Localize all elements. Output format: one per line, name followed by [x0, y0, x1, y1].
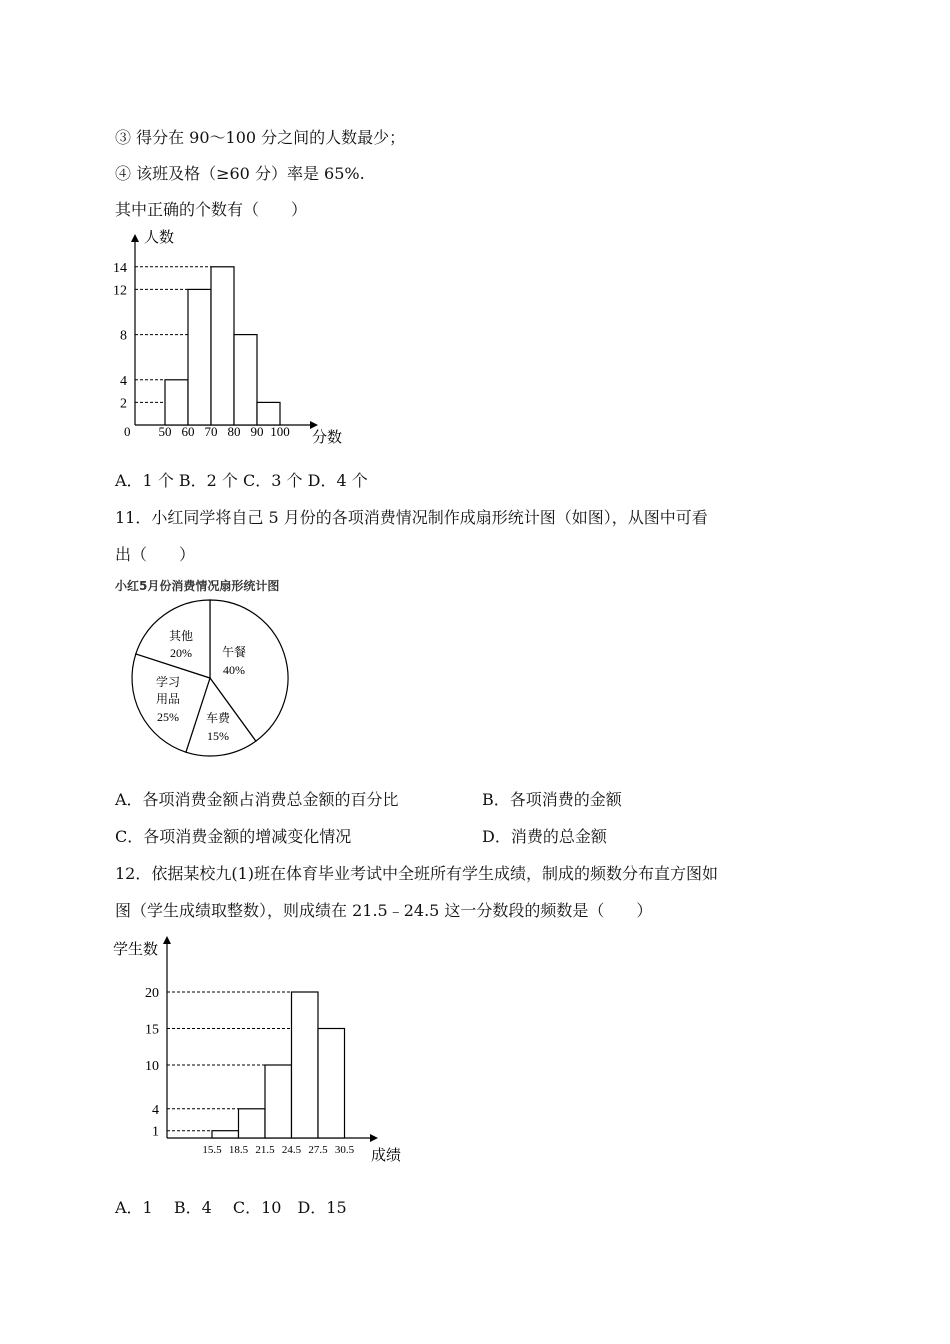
hist2-x-arrow-icon — [370, 1134, 378, 1142]
hist2-ytick-1: 4 — [152, 1102, 159, 1118]
hist2-bar-3 — [292, 992, 319, 1138]
pie-label-fare-name: 车费 — [205, 711, 231, 725]
pie-title: 小红5月份消费情况扇形统计图 — [115, 579, 280, 593]
pie-label-lunch-pct: 40% — [223, 663, 245, 677]
pie-label-other-name: 其他 — [168, 629, 194, 643]
hist2-ytick-3: 15 — [145, 1022, 159, 1038]
hist1-xtick-0: 50 — [158, 424, 172, 439]
hist2-xtick-1: 18.5 — [228, 1144, 249, 1156]
q11-stem-line1: 11．小红同学将自己 5 月份的各项消费情况制作成扇形统计图（如图），从图中可看 — [115, 508, 708, 527]
q12-options: A．1 B．4 C．10 D．15 — [115, 1198, 347, 1217]
hist2-bar-4 — [318, 1029, 345, 1139]
hist2-xtick-3: 24.5 — [281, 1144, 302, 1156]
pie-label-supplies-name-line2: 用品 — [155, 692, 181, 706]
hist1-origin-label: 0 — [124, 424, 131, 439]
hist1-ytick-4: 14 — [113, 260, 127, 276]
hist2-bar-0 — [212, 1131, 239, 1138]
hist2-ytick-0: 1 — [152, 1124, 159, 1140]
q11-option-d: D．消费的总金额 — [482, 827, 607, 846]
hist2-y-arrow-icon — [163, 936, 171, 944]
hist1-xtick-5: 100 — [270, 424, 290, 439]
hist2-bar-2 — [265, 1065, 292, 1138]
hist2-xlabel: 成绩 — [371, 1146, 402, 1164]
pie-label-other-pct: 20% — [170, 646, 192, 660]
q10-statement-3: ③ 得分在 90～100 分之间的人数最少； — [115, 128, 406, 147]
hist2-ytick-4: 20 — [145, 986, 159, 1001]
hist1-xtick-4: 90 — [250, 424, 264, 439]
q12-stem-line2: 图（学生成绩取整数），则成绩在 21.5﹣24.5 这一分数段的频数是（ ） — [115, 901, 653, 920]
q10-statement-4: ④ 该班及格（≥60 分）率是 65%. — [115, 164, 365, 183]
hist2-xtick-0: 15.5 — [202, 1144, 222, 1156]
hist1-xtick-2: 70 — [204, 424, 218, 439]
pie-label-fare-pct: 15% — [207, 729, 229, 743]
hist1-xlabel: 分数 — [312, 428, 343, 446]
hist1-ytick-3: 12 — [113, 283, 127, 299]
hist1-xtick-3: 80 — [227, 424, 241, 439]
pie-chart-spending — [112, 578, 312, 758]
hist1-ytick-2: 8 — [120, 328, 127, 344]
pie-label-supplies-name-line1: 学习 — [155, 675, 181, 689]
hist1-ytick-0: 2 — [120, 396, 127, 412]
q11-stem-line2: 出（ ） — [115, 545, 196, 564]
hist1-bar-1 — [188, 289, 211, 425]
hist1-bar-4 — [257, 402, 280, 425]
q11-option-b: B．各项消费的金额 — [482, 790, 622, 809]
hist1-ytick-1: 4 — [120, 373, 127, 389]
hist1-bar-0 — [165, 380, 188, 425]
q10-prompt: 其中正确的个数有（ ） — [115, 200, 308, 219]
q11-option-a: A．各项消费金额占消费总金额的百分比 — [115, 790, 399, 809]
hist2-xtick-5: 30.5 — [334, 1144, 355, 1156]
hist1-bar-3 — [234, 335, 257, 425]
hist2-ytick-2: 10 — [145, 1059, 159, 1074]
histogram-grades — [105, 930, 405, 1170]
hist2-bar-1 — [239, 1109, 266, 1138]
hist2-ylabel: 学生数 — [113, 940, 159, 958]
pie-label-lunch-name: 午餐 — [221, 645, 247, 659]
pie-label-supplies-pct: 25% — [157, 710, 179, 724]
hist2-xtick-4: 27.5 — [308, 1144, 328, 1156]
q12-stem-line1: 12．依据某校九(1)班在体育毕业考试中全班所有学生成绩，制成的频数分布直方图如 — [115, 864, 719, 883]
hist1-y-arrow-icon — [131, 234, 139, 242]
hist2-xtick-2: 21.5 — [255, 1144, 275, 1156]
histogram-scores — [100, 230, 360, 450]
q10-options: A．1 个 B．2 个 C．3 个 D．4 个 — [115, 471, 368, 490]
hist1-xtick-1: 60 — [181, 424, 195, 439]
q11-option-c: C．各项消费金额的增减变化情况 — [115, 827, 352, 846]
hist1-bar-2 — [211, 267, 234, 425]
hist1-ylabel: 人数 — [144, 228, 175, 246]
